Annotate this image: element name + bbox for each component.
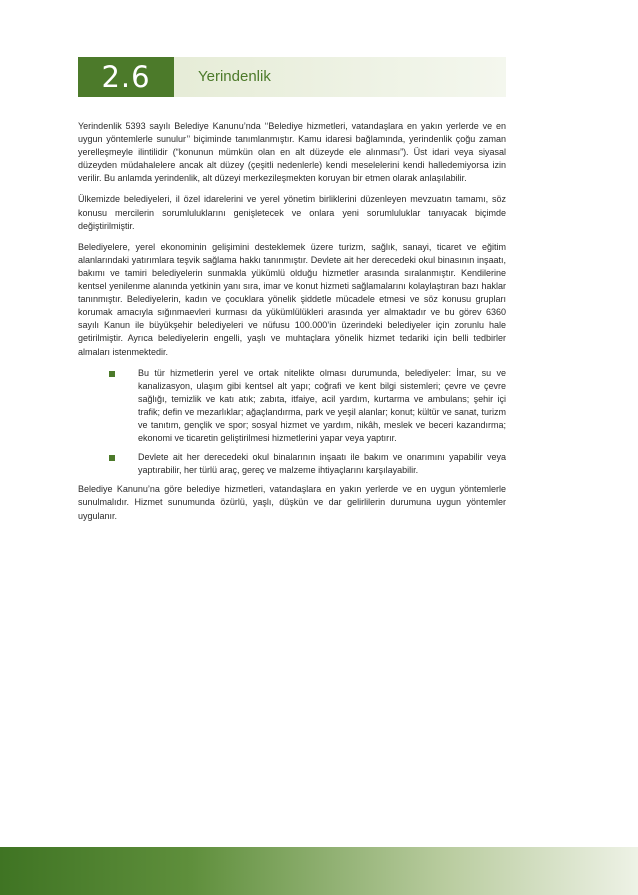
paragraph-closing: Belediye Kanunu’na göre belediye hizmetleri, vatandaşlara en yakın yerlerde ve en uygun yöntemlerle sunulmalıdır. Hizmet sunumunda özürlü, yaşlı, düşkün ve dar gelirlilerin durumuna uygun yöntemler uygulanır. bbox=[78, 484, 506, 521]
bullet-list bbox=[78, 367, 506, 478]
section-title: Yerindenlik bbox=[198, 68, 271, 85]
footer-gradient-bar bbox=[0, 847, 638, 895]
list-item-text: Bu tür hizmetlerin yerel ve ortak nitelikte olması durumunda, belediyeler: İmar, su ve kanalizasyon, ulaşım gibi kentsel alt yapı; coğrafi ve kent bilgi sistemleri; çevre ve çevre sağlığı, temizlik ve katı atık; zabıta, itfaiye, acil yardım, kurtarma ve ambulans; şehir içi trafik; defin ve mezarlıklar; ağaçlandırma, park ve yeşil alanlar; konut; kültür ve sanat, turizm ve tanıtım, gençlik ve spor; sosyal hizmet ve yardım, nikâh, meslek ve beceri kazandırma; ekonomi ve ticaretin geliştirilmesi hizmetlerini yapar veya yaptırır. bbox=[138, 367, 506, 444]
section-number: 2.6 bbox=[78, 57, 174, 97]
list-item bbox=[78, 451, 506, 477]
section-header bbox=[78, 57, 506, 97]
square-bullet-icon bbox=[109, 455, 115, 461]
list-item bbox=[78, 367, 506, 446]
paragraph-municipal-duties: Belediyelere, yerel ekonominin gelişimini desteklemek üzere turizm, sağlık, sanayi, ticaret ve eğitim alanlarındaki yatırımlara teşvik sağlama hakkı tanınmıştır. Devlete ait her derecedeki okul binasının inşaatı, bakımı ve tamiri belediyelerin sunmakla yükümlü olduğu hizmetler arasında sıralanmıştır. Kendilerine kentsel yenilenme alanında yetkinin yanı sıra, imar ve konut hizmeti sağlamalarını kolaylaştıran bazı haklar tanınmıştır. Belediyelerin, kadın ve çocuklara yönelik şiddetle mücadele etmesi ve söz konusu grupları korumak amacıyla sığınmaevleri kurması da yükümlülükleri arasında yer almaktadır ve bu görev 6360 sayılı Kanun ile büyükşehir belediyeleri ve nüfusu 100.000’in üzerindeki belediyeler için zorunlu hale getirilmiştir. Ayrıca belediyelerin engelli, yaşlı ve muhtaçlara yönelik hizmet tedariki için belli tedbirler almaları istenmektedir. bbox=[78, 241, 506, 357]
square-bullet-icon bbox=[109, 371, 115, 377]
section-title-bar bbox=[174, 57, 506, 97]
paragraph-definition: Yerindenlik 5393 sayılı Belediye Kanunu’nda ‘‘Belediye hizmetleri, vatandaşlara en yakın yerlerde ve en uygun yöntemlerle sunulur’’ biçiminde tanımlanmıştır. Kamu idaresi bağlamında, yerindenlik çoğu zaman yerelleşmeyle ilintilidir (“konunun mümkün olan en alt düzeyde ele alınması”). Üst idari veya siyasal düzeyden müdahalelere ancak alt düzey (çeşitli nedenlerle) kendi meselelerini kendi halledemiyorsa izin verilir. Bu anlamda yerindenlik, alt düzeyi merkezileşmekten koruyan bir etmen olarak anlaşılabilir. bbox=[78, 121, 506, 184]
paragraph-legislation: Ülkemizde belediyeleri, il özel idarelerini ve yerel yönetim birliklerini düzenleyen mevzuatın tamamı, söz konusu mercilerin sorumluluklarını genişletecek ve onlara yeni sorumluluklar tanıyacak biçimde değiştirilmiştir. bbox=[78, 194, 506, 231]
body-content bbox=[78, 120, 506, 531]
list-item-text: Devlete ait her derecedeki okul binalarının inşaatı ile bakım ve onarımını yapabilir veya yaptırabilir, her türlü araç, gereç ve malzeme ihtiyaçlarını karşılayabilir. bbox=[138, 452, 506, 476]
